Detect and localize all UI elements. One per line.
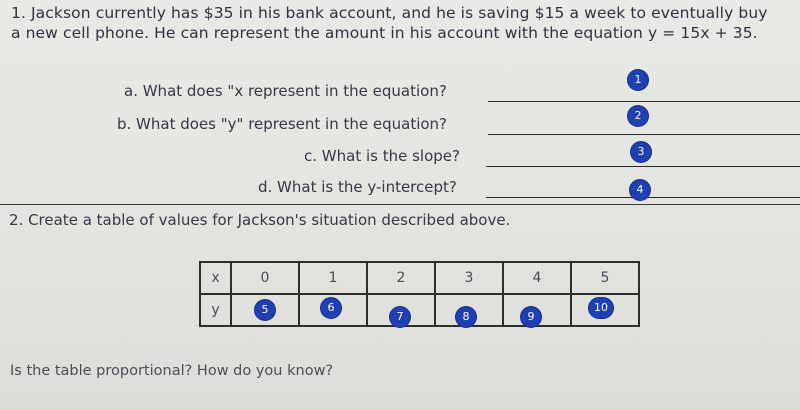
y-value-cell[interactable] xyxy=(231,294,299,326)
question-1a: a. What does "x represent in the equation? xyxy=(124,82,447,100)
y-value-cell[interactable] xyxy=(503,294,571,326)
answer-marker-6: 6 xyxy=(321,298,341,318)
answer-marker-5: 5 xyxy=(255,300,275,320)
x-value-cell: 1 xyxy=(299,262,367,294)
y-value-cell[interactable] xyxy=(299,294,367,326)
answer-marker-2: 2 xyxy=(628,106,648,126)
x-value-cell: 5 xyxy=(571,262,639,294)
y-value-cell[interactable] xyxy=(571,294,639,326)
y-value-cell[interactable] xyxy=(435,294,503,326)
answer-blank-c[interactable] xyxy=(486,166,800,167)
section-divider xyxy=(0,204,800,205)
table-row-y xyxy=(200,294,639,326)
answer-marker-3: 3 xyxy=(631,142,651,162)
question-2: 2. Create a table of values for Jackson's situation described above. xyxy=(9,211,511,229)
x-value-cell: 4 xyxy=(503,262,571,294)
answer-marker-10: 10 xyxy=(589,298,613,318)
answer-marker-8: 8 xyxy=(456,307,476,327)
question-1b: b. What does "y" represent in the equation? xyxy=(117,115,448,133)
x-value-cell: 0 xyxy=(231,262,299,294)
y-header-cell: y xyxy=(200,294,231,326)
answer-marker-9: 9 xyxy=(521,307,541,327)
values-table xyxy=(199,261,640,327)
answer-blank-a[interactable] xyxy=(488,101,800,102)
answer-marker-4: 4 xyxy=(630,180,650,200)
answer-marker-7: 7 xyxy=(390,307,410,327)
question-1d: d. What is the y-intercept? xyxy=(258,178,457,196)
question-1c: c. What is the slope? xyxy=(304,147,460,165)
question-1-line-2: a new cell phone. He can represent the amount in his account with the equation y = 15x + 35. xyxy=(11,24,758,42)
y-value-cell[interactable] xyxy=(367,294,435,326)
question-1 xyxy=(11,3,791,43)
x-value-cell: 3 xyxy=(435,262,503,294)
question-1-line-1: 1. Jackson currently has $35 in his bank account, and he is saving $15 a week to eventually buy xyxy=(11,4,768,22)
x-header-cell: x xyxy=(200,262,231,294)
answer-blank-b[interactable] xyxy=(488,134,800,135)
table-row-x xyxy=(200,262,639,294)
question-3: Is the table proportional? How do you know? xyxy=(10,363,334,379)
answer-marker-1: 1 xyxy=(628,70,648,90)
x-value-cell: 2 xyxy=(367,262,435,294)
